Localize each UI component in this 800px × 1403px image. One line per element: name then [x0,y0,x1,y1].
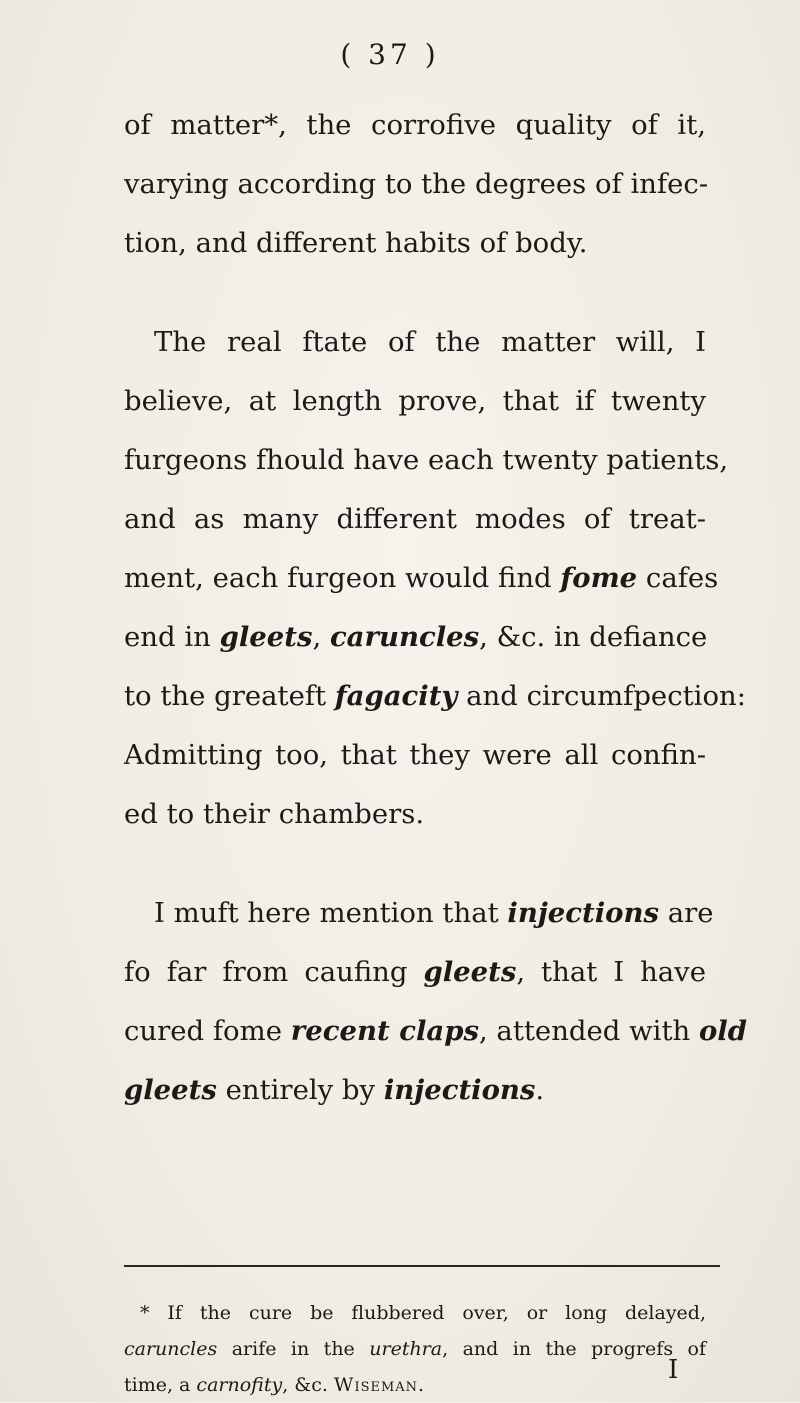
paragraph-gap [124,844,706,884]
italic-run: gleets [124,1074,217,1106]
text-run: , attended with [478,1015,699,1047]
text-line [124,608,706,667]
text-line [124,667,746,726]
catchword: I [668,1355,679,1385]
text-run: . [535,1074,545,1106]
text-run: , and in the progrefs of [442,1338,706,1360]
text-line: varying according to the degrees of infec- [124,168,709,200]
text-line [124,1002,747,1061]
text-run: , &c. [282,1374,334,1396]
text-line: Admitting too, that they were all confin- [124,739,706,771]
text-line [124,943,706,1002]
text-run: end in [124,621,220,653]
text-run: cured fome [124,1015,291,1047]
text-run: to the greateft [124,680,335,712]
text-line [124,1061,706,1120]
italic-run: gleets [219,621,313,653]
text-run: are [659,897,714,929]
text-line: furgeons fhould have each twenty patients, [124,444,729,476]
text-run: entirely by [216,1074,384,1106]
text-line: tion, and different habits of body. [124,227,588,259]
text-line: ed to their chambers. [124,798,425,830]
italic-run: fagacity [334,680,458,712]
text-run: I muft here mention that [154,897,508,929]
page-number: ( 37 ) [340,38,440,71]
text-line [124,549,719,608]
text-run: , that I have [516,956,706,988]
italic-run: old [698,1015,747,1047]
italic-run: caruncles [124,1338,218,1360]
text-run: ment, each furgeon would find [124,562,561,594]
italic-run: recent claps [290,1015,479,1047]
text-run: , [312,621,330,653]
italic-run: caruncles [329,621,480,653]
footnote-divider [124,1265,720,1267]
text-run: fo far from caufing [124,956,424,988]
text-run: arife in the [217,1338,370,1360]
text-line: and as many different modes of treat- [124,503,706,535]
author-name: Wiseman. [333,1374,426,1396]
text-line: of matter*, the corrofive quality of it, [124,109,706,141]
footnote [124,1295,706,1403]
italic-run: injections [383,1074,536,1106]
text-run: , &c. in defiance [479,621,708,653]
italic-run: injections [507,897,659,929]
footnote-line [124,1331,706,1367]
footnote-line [124,1367,706,1403]
text-line: The real ftate of the matter will, I [154,326,706,358]
italic-run: fome [560,562,638,594]
text-run: cafes [637,562,719,594]
italic-run: gleets [423,956,517,988]
italic-run: carnofity [196,1374,283,1396]
text-line [124,884,714,943]
text-run: and circumfpection: [457,680,746,712]
paragraph-gap [124,273,706,313]
main-text [124,96,747,1120]
text-line: believe, at length prove, that if twenty [124,385,706,417]
footnote-line: * If the cure be flubbered over, or long delayed, [140,1302,706,1324]
italic-run: urethra [369,1338,443,1360]
text-run: time, a [124,1374,197,1396]
